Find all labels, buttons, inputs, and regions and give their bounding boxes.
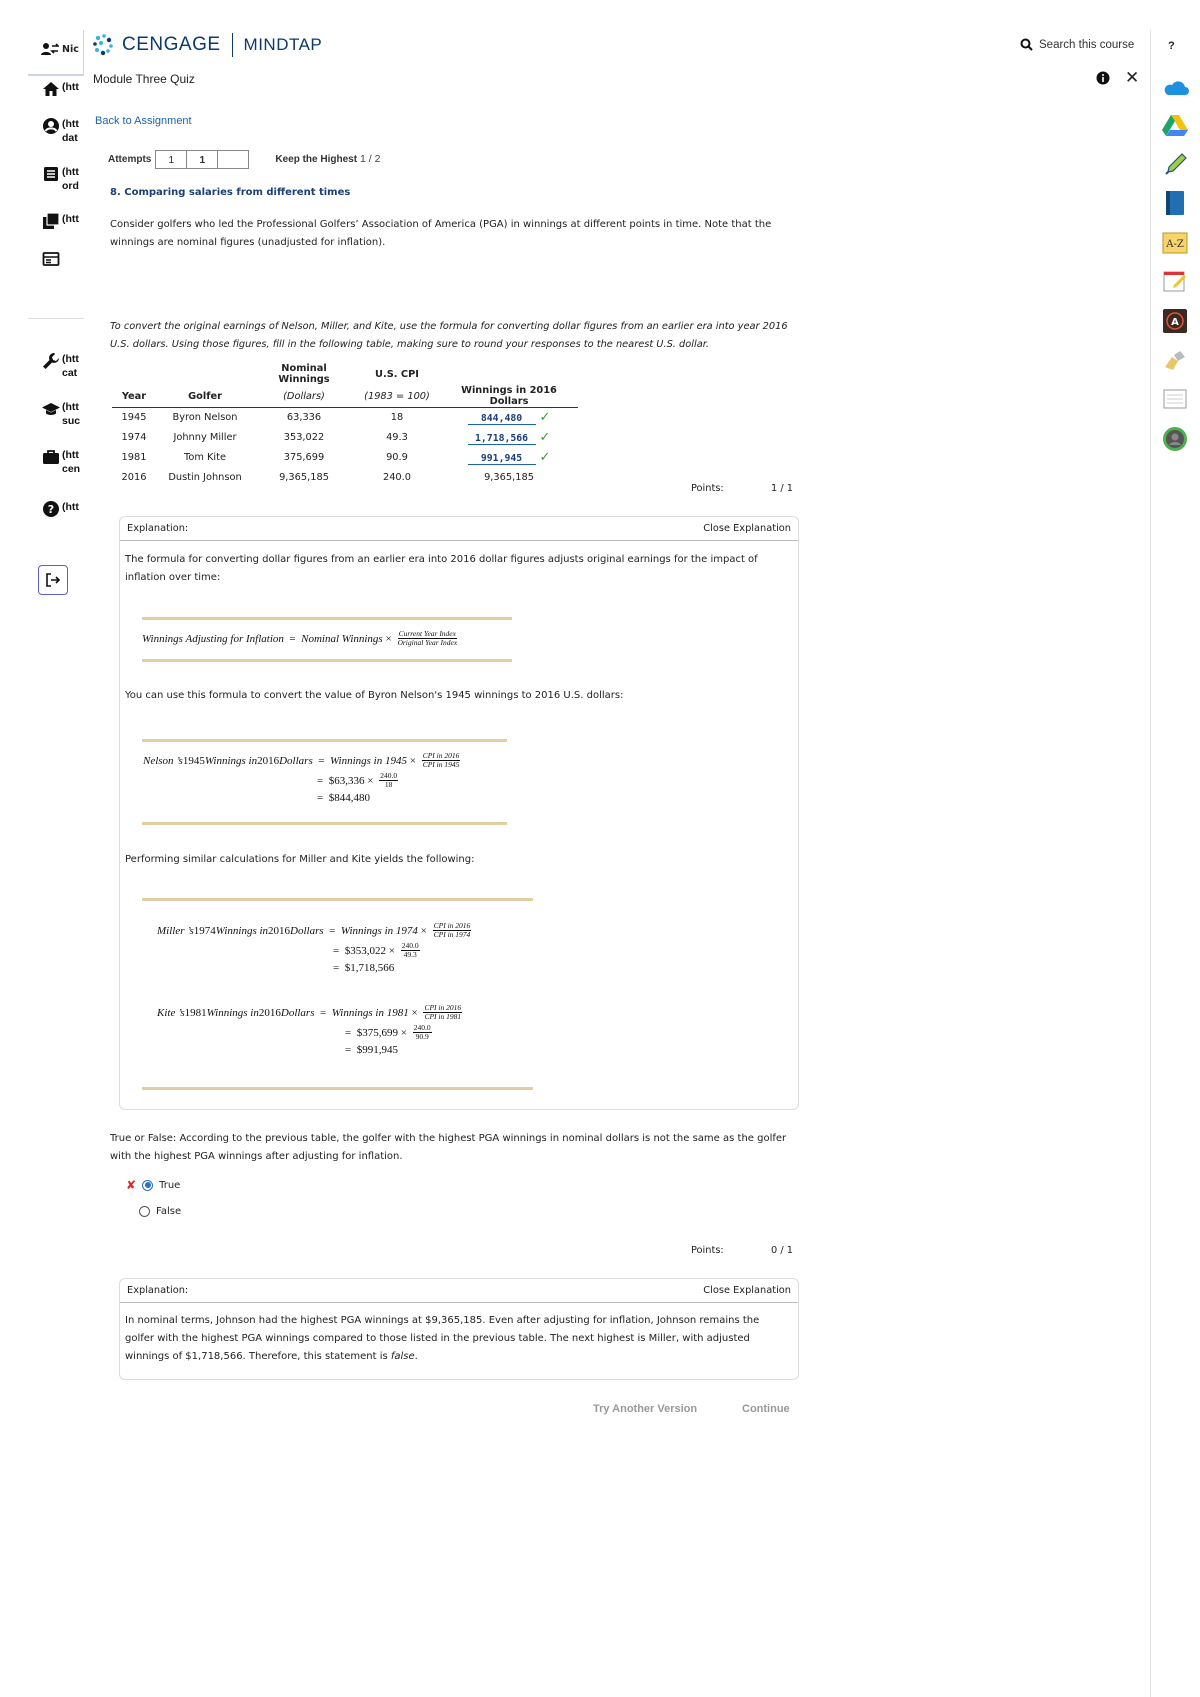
- explanation-text: [125, 1312, 791, 1366]
- attempt-box[interactable]: 1: [186, 150, 218, 169]
- question-title: 8. Comparing salaries from different times: [110, 187, 351, 198]
- cell-adjusted: [440, 448, 578, 468]
- nav-item-label: (htt: [62, 81, 79, 93]
- miller-calc: Miller ’s 1974 Winnings in 2016 Dollars = Winnings in 1974 × $\frac{\text{CPI in 2016}}{\text{CPI in 1974}}$ = $353,022 × $\frac{240.0}{49.3}$ = $1,718,566: [157, 921, 471, 974]
- try-another-version-button[interactable]: Try Another Version: [593, 1403, 698, 1415]
- calc-lhs-year2: 2016: [257, 754, 280, 767]
- close-explanation-button[interactable]: Close Explanation: [703, 523, 791, 534]
- attempt-box[interactable]: 1: [155, 150, 187, 169]
- tool-onedrive[interactable]: [1160, 72, 1190, 102]
- option-label: True: [159, 1179, 181, 1191]
- table-group-header: Nominal Winnings: [278, 363, 330, 385]
- avatar-icon: [1162, 426, 1188, 452]
- table-header: (Dollars): [283, 390, 325, 402]
- continue-button[interactable]: Continue: [742, 1403, 790, 1415]
- cell-nominal: 353,022: [283, 432, 325, 443]
- user-menu[interactable]: [28, 30, 84, 76]
- option-false[interactable]: [139, 1206, 181, 1217]
- formula-rule: [142, 739, 507, 742]
- product-name: MINDTAP: [243, 35, 323, 54]
- explanation-text: The formula for converting dollar figures from an earlier era into 2016 dollar figures adjusts original earnings for the impact of inflation over time:: [125, 554, 758, 583]
- cell-nominal: 63,336: [286, 412, 322, 424]
- formula-general: Winnings Adjusting for Inflation = Nominal Winnings × $\frac{\text{Current Year Index}}{\text{Original Year Index}}$: [142, 629, 458, 647]
- book-icon: [1164, 190, 1186, 216]
- table-row: [112, 468, 578, 488]
- calc-num: 240.0: [380, 771, 398, 780]
- cell-year: 2016: [121, 472, 147, 483]
- calc-result: $991,945: [356, 1044, 398, 1056]
- back-to-assignment-link[interactable]: Back to Assignment: [95, 115, 192, 127]
- table-group-header: [156, 363, 254, 385]
- calc-num: CPI in 2016: [424, 1003, 462, 1012]
- svg-text:?: ?: [47, 503, 55, 516]
- brand-logo[interactable]: [92, 33, 322, 57]
- calc-result: $844,480: [328, 792, 370, 804]
- nav-item-catalog[interactable]: [42, 352, 79, 380]
- calc-lhs-year2: 2016: [258, 1006, 281, 1019]
- cell-cpi: 90.9: [386, 452, 408, 463]
- winnings-table: [112, 363, 578, 488]
- table-row: [112, 408, 578, 428]
- expl-text: In nominal terms, Johnson had the highest PGA winnings at $9,365,185. Even after adjusting for inflation, Johnson remains the golfer with the highest PGA winnings compared to those listed in the previous table. The next highest is Miller, with adjusted winnings of $1,718,566. Therefore, this statement is: [125, 1315, 760, 1362]
- formula-lhs: Winnings Adjusting for Inflation: [142, 632, 284, 645]
- formula-num: Current Year Index: [398, 629, 456, 638]
- question-instructions: To convert the original earnings of Nelson, Miller, and Kite, use the formula for converting dollar figures from an earlier era into year 2016 U.S. dollars. Using those figures, fill in the following table, making sure to round your responses to the nearest U.S. dollar.: [110, 321, 788, 350]
- wrench-icon: [42, 352, 60, 370]
- table-row: [112, 428, 578, 448]
- close-icon[interactable]: ✕: [1125, 68, 1140, 88]
- tool-flashcards[interactable]: [1160, 346, 1190, 376]
- onedrive-icon: [1161, 78, 1189, 96]
- calc-lhs-year: 1981: [184, 1006, 207, 1019]
- calc-lhs-end: Dollars: [279, 754, 313, 767]
- graduation-cap-icon: [42, 400, 60, 418]
- brand-separator: [232, 33, 233, 57]
- account-icon: [42, 117, 60, 135]
- orders-icon: [42, 165, 60, 183]
- glossary-az-icon: [1162, 232, 1188, 254]
- option-true[interactable]: [126, 1178, 180, 1192]
- calc-den: CPI in 1945: [422, 760, 460, 769]
- explanation-text: Performing similar calculations for Miller and Kite yields the following:: [125, 854, 475, 865]
- cell-year: 1945: [121, 412, 147, 424]
- radio-false[interactable]: [139, 1206, 150, 1217]
- nav-item-account[interactable]: [42, 117, 79, 145]
- nav-item-label: (htt ord: [62, 166, 79, 192]
- formula-den: Original Year Index: [397, 638, 458, 647]
- nav-item-help[interactable]: [42, 500, 79, 518]
- nav-item-calendar[interactable]: [42, 250, 60, 268]
- highlighter-icon: [1162, 152, 1188, 178]
- tool-notebook[interactable]: [1160, 384, 1190, 414]
- tool-aplia[interactable]: [1160, 306, 1190, 336]
- calc-lhs: Kite ’s: [157, 1006, 185, 1019]
- table-header: Golfer: [188, 390, 222, 402]
- table-group-header: [440, 363, 578, 385]
- points-label: Points:: [691, 483, 724, 494]
- table-group-header: [112, 363, 156, 385]
- cell-adjusted: [440, 408, 578, 428]
- left-navigation: [28, 30, 84, 1670]
- expl-emphasis: false: [390, 1351, 415, 1362]
- rail-divider: [1150, 30, 1151, 1697]
- tool-notes[interactable]: [1160, 266, 1190, 296]
- calc-lhs: Miller ’s: [157, 924, 194, 937]
- notes-icon: [1162, 269, 1188, 293]
- calc-num: 240.0: [413, 1023, 431, 1032]
- points-value: 1 / 1: [771, 483, 793, 494]
- incorrect-x-icon: ✘: [126, 1178, 137, 1192]
- user-name: Nic: [62, 43, 79, 55]
- calc-lhs-mid: Winnings in: [204, 754, 258, 767]
- attempts-label: Attempts: [108, 154, 152, 165]
- user-switch-icon: [41, 42, 59, 56]
- logout-icon: [45, 572, 61, 588]
- kite-calc: Kite ’s 1981 Winnings in 2016 Dollars = Winnings in 1981 × $\frac{\text{CPI in 2016}}{\text{CPI in 1981}}$ = $375,699 × $\frac{240.0}{90.9}$ = $991,945: [157, 1003, 462, 1056]
- calc-den: CPI in 1981: [424, 1012, 462, 1021]
- calc-step: $375,699: [356, 1026, 398, 1039]
- keep-highest: [275, 154, 380, 165]
- calc-lhs-year: 1945: [182, 754, 205, 767]
- explanation-label: Explanation:: [127, 1285, 189, 1296]
- calc-den: CPI in 1974: [433, 930, 471, 939]
- points-value: 0 / 1: [771, 1245, 793, 1256]
- nav-item-label: (htt cat: [62, 353, 79, 379]
- nav-item-orders[interactable]: [42, 165, 79, 193]
- explanation-panel: [119, 1278, 799, 1380]
- question-intro: Consider golfers who led the Professional Golfers’ Association of America (PGA) in winnings at different points in time. Note that the winnings are nominal figures (unadjusted for inflation).: [110, 219, 772, 248]
- formula-rhs: Nominal Winnings: [301, 632, 383, 645]
- answer-field[interactable]: 1,718,566: [468, 433, 536, 445]
- info-icon[interactable]: [1096, 71, 1110, 85]
- answer-field[interactable]: 844,480: [468, 413, 536, 425]
- calc-step: $63,336: [328, 774, 365, 787]
- tool-glossary[interactable]: [1160, 228, 1190, 258]
- cell-golfer: Byron Nelson: [172, 412, 238, 424]
- library-icon: [42, 212, 60, 230]
- brand-name: CENGAGE: [122, 34, 221, 55]
- calc-num: CPI in 2016: [422, 751, 460, 760]
- nav-item-home[interactable]: [42, 80, 79, 98]
- cell-golfer: Dustin Johnson: [168, 472, 242, 483]
- flashcards-icon: [1162, 349, 1188, 373]
- formula-rule: [142, 898, 533, 901]
- search-course[interactable]: [1020, 38, 1134, 51]
- correct-check-icon: ✓: [539, 430, 551, 445]
- calc-lhs-year2: 2016: [268, 924, 291, 937]
- explanation-text: You can use this formula to convert the value of Byron Nelson's 1945 winnings to 2016 U.S. dollars:: [125, 690, 624, 701]
- expl-text-end: .: [414, 1351, 418, 1362]
- cell-nominal: 375,699: [283, 452, 325, 463]
- answer-field[interactable]: 991,945: [468, 453, 536, 465]
- correct-check-icon: ✓: [539, 410, 551, 426]
- calc-den: 18: [384, 780, 393, 789]
- points-label: Points:: [691, 1245, 724, 1256]
- nav-item-library[interactable]: [42, 212, 79, 230]
- table-header: (1983 = 100): [364, 390, 430, 402]
- calc-lhs-end: Dollars: [280, 1006, 315, 1019]
- search-icon: [1020, 38, 1033, 51]
- briefcase-icon: [42, 448, 60, 466]
- calc-result: $1,718,566: [344, 962, 395, 974]
- tf-question: True or False: According to the previous table, the golfer with the highest PGA winnings in nominal dollars is not the same as the golfer with the highest PGA winnings after adjusting for inflation.: [110, 1133, 787, 1162]
- cell-cpi: 49.3: [386, 432, 408, 443]
- cell-adjusted: 9,365,185: [484, 472, 534, 483]
- search-label: Search this course: [1039, 38, 1135, 51]
- nav-divider: [28, 318, 84, 319]
- notebook-icon: [1162, 388, 1188, 410]
- calc-num: 240.0: [401, 941, 419, 950]
- table-group-header: U.S. CPI: [375, 368, 419, 380]
- help-circle-icon: [42, 500, 60, 518]
- nav-item-label: (htt dat: [62, 118, 79, 144]
- tool-profile[interactable]: [1160, 424, 1190, 454]
- option-label: False: [156, 1206, 182, 1217]
- aplia-icon: [1162, 308, 1188, 334]
- calendar-card-icon: [42, 250, 60, 268]
- nav-item-success[interactable]: [42, 400, 80, 428]
- cell-year: 1981: [121, 452, 147, 463]
- help-button[interactable]: ?: [1168, 40, 1175, 52]
- calc-lhs-year: 1974: [193, 924, 216, 937]
- svg-text:A-Z: A-Z: [1166, 239, 1184, 250]
- radio-true[interactable]: [142, 1180, 153, 1191]
- keep-value: 1 / 2: [360, 153, 381, 165]
- keep-label: Keep the Highest: [275, 154, 358, 165]
- calc-den: 49.3: [403, 950, 417, 959]
- close-explanation-button[interactable]: Close Explanation: [703, 1285, 791, 1296]
- calc-step: Winnings in 1981: [331, 1006, 409, 1019]
- calc-step: Winnings in 1974: [340, 924, 418, 937]
- calc-lhs-end: Dollars: [290, 924, 324, 937]
- nav-item-career[interactable]: [42, 448, 80, 476]
- nav-item-label: (htt suc: [62, 401, 81, 427]
- formula-rule: [142, 659, 512, 662]
- calc-step: $353,022: [344, 944, 386, 957]
- tool-ebook[interactable]: [1160, 188, 1190, 218]
- formula-rule: [142, 1087, 533, 1090]
- tool-highlighter[interactable]: [1160, 150, 1190, 180]
- nav-item-label: (htt: [62, 501, 79, 513]
- table-header: Winnings in 2016 Dollars: [461, 385, 557, 407]
- formula-rule: [142, 617, 512, 620]
- nav-item-label: (htt cen: [62, 449, 81, 475]
- cell-cpi: 18: [390, 412, 404, 424]
- calc-step: Winnings in 1945: [329, 754, 407, 767]
- formula-rule: [142, 822, 507, 825]
- explanation-label: Explanation:: [127, 523, 189, 534]
- cell-adjusted: [440, 428, 578, 448]
- calc-lhs-mid: Winnings in: [206, 1006, 259, 1019]
- svg-text:A: A: [1171, 317, 1179, 328]
- attempts-row: [108, 150, 380, 169]
- cell-cpi: 240.0: [382, 472, 412, 483]
- cell-golfer: Tom Kite: [184, 452, 226, 463]
- calc-lhs: Nelson ’s: [143, 754, 183, 767]
- nav-item-label: (htt: [62, 213, 79, 225]
- calc-num: CPI in 2016: [433, 921, 471, 930]
- cell-nominal: 9,365,185: [279, 472, 329, 483]
- calc-lhs-mid: Winnings in: [215, 924, 269, 937]
- correct-check-icon: ✓: [539, 450, 551, 465]
- attempt-box[interactable]: [217, 150, 249, 169]
- google-drive-icon: [1162, 114, 1188, 136]
- calc-den: 90.9: [415, 1032, 429, 1041]
- cengage-logo-icon: [92, 33, 116, 57]
- cell-year: 1974: [121, 432, 147, 443]
- tool-google-drive[interactable]: [1160, 110, 1190, 140]
- table-row: [112, 448, 578, 468]
- table-header: Year: [121, 390, 147, 402]
- explanation-panel: [119, 516, 799, 1110]
- home-icon: [42, 80, 60, 98]
- logout-button[interactable]: [38, 565, 68, 595]
- page-title: Module Three Quiz: [93, 72, 195, 86]
- nelson-calc: Nelson ’s 1945 Winnings in 2016 Dollars = Winnings in 1945 × $\frac{\text{CPI in 2016}}{\text{CPI in 1945}}$ = $63,336 × $\frac{240.0}{18}$ = $844,480: [143, 751, 460, 804]
- cell-golfer: Johnny Miller: [173, 432, 237, 443]
